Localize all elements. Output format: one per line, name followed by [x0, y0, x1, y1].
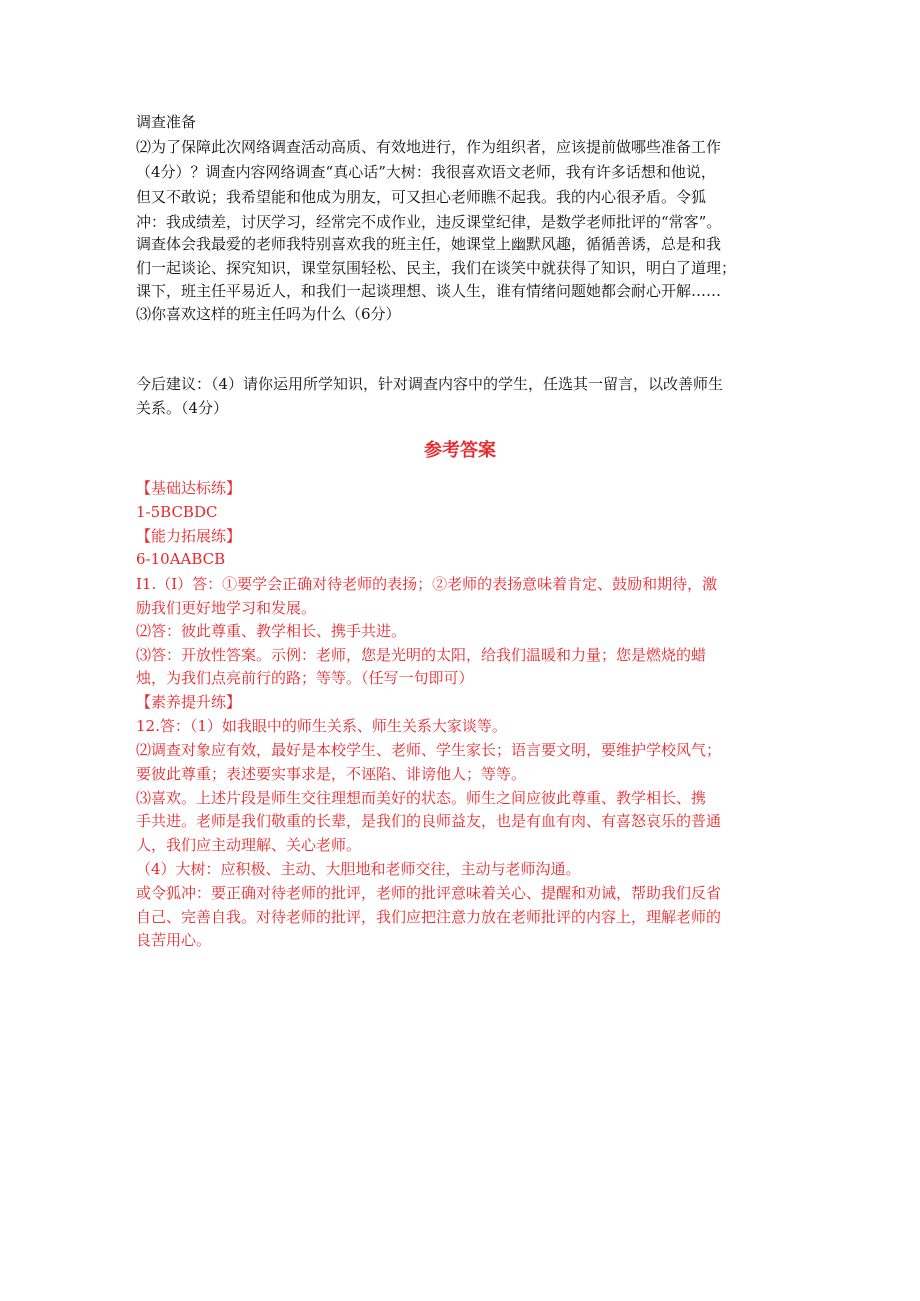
answer-line: 【能力拓展练】 — [136, 527, 242, 545]
answer-line: ⑵调查对象应有效，最好是本校学生、老师、学生家长；语言要文明，要维护学校风气； — [136, 741, 722, 759]
answer-line: 自己、完善自我。对待老师的批评，我们应把注意力放在老师批评的内容上，理解老师的 — [136, 908, 722, 926]
question-line: 调查体会我最爱的老师我特别喜欢我的班主任，她课堂上幽默风趣，循循善诱，总是和我 — [136, 235, 722, 253]
answer-line: 要彼此尊重；表述要实事求是，不诬陷、诽谤他人；等等。 — [136, 765, 527, 783]
answer-line: 或令狐冲：要正确对待老师的批评，老师的批评意味着关心、提醒和劝诫，帮助我们反省 — [136, 884, 722, 902]
suggestion-line: 今后建议：（4）请你运用所学知识，针对调查内容中的学生，任选其一留言，以改善师生 — [136, 375, 724, 393]
question-line: 但又不敢说；我希望能和他成为朋友，可又担心老师瞧不起我。我的内心很矛盾。令狐 — [136, 188, 707, 206]
question-line: 们一起谈论、探究知识，课堂氛围轻松、民主，我们在谈笑中就获得了知识，明白了道理； — [136, 259, 737, 277]
question-line: 课下，班主任平易近人，和我们一起谈理想、谈人生，谁有情绪问题她都会耐心开解…… — [136, 282, 722, 300]
answer-line: 烛，为我们点亮前行的路；等等。（任写一句即可） — [136, 669, 474, 687]
question-line: ⑵为了保障此次网络调查活动高质、有效地进行，作为组织者，应该提前做哪些准备工作 — [136, 138, 722, 156]
answer-line: 【基础达标练】 — [136, 479, 242, 497]
answer-line: 良苦用心。 — [136, 931, 212, 949]
question-line: 调查准备 — [136, 113, 197, 131]
answer-line: 人，我们应主动理解、关心老师。 — [136, 836, 362, 854]
answer-line: 1-5BCBDC — [136, 503, 218, 521]
answer-line: （4）大树：应积极、主动、大胆地和老师交往，主动与老师沟通。 — [136, 860, 581, 878]
answers-heading: 参考答案 — [424, 440, 496, 461]
question-line: ⑶你喜欢这样的班主任吗为什么（6分） — [136, 305, 401, 323]
question-line: 冲：我成绩差，讨厌学习，经常完不成作业，违反课堂纪律，是数学老师批评的“常客”。 — [136, 213, 722, 231]
answer-line: 励我们更好地学习和发展。 — [136, 599, 317, 617]
answer-line: I1.（I）答：①要学会正确对待老师的表扬；②老师的表扬意味着肯定、鼓励和期待，激 — [136, 575, 718, 593]
answer-line: 12.答：（1）如我眼中的师生关系、师生关系大家谈等。 — [136, 717, 507, 735]
answer-line: 【素养提升练】 — [136, 693, 242, 711]
answer-line: ⑵答：彼此尊重、教学相长、携手共进。 — [136, 622, 407, 640]
suggestion-line: 关系。（4分） — [136, 399, 229, 417]
question-line: （4分）？调查内容网络调查“真心话”大树：我很喜欢语文老师，我有许多话想和他说， — [136, 163, 716, 181]
answer-line: 手共进。老师是我们敬重的长辈，是我们的良师益友，也是有血有肉、有喜怒哀乐的普通 — [136, 812, 722, 830]
answer-line: ⑶答：开放性答案。示例：老师，您是光明的太阳，给我们温暖和力量；您是燃烧的蜡 — [136, 646, 707, 664]
answer-line: ⑶喜欢。上述片段是师生交往理想而美好的状态。师生之间应彼此尊重、教学相长、携 — [136, 789, 707, 807]
answer-line: 6-10AABCB — [136, 550, 226, 568]
